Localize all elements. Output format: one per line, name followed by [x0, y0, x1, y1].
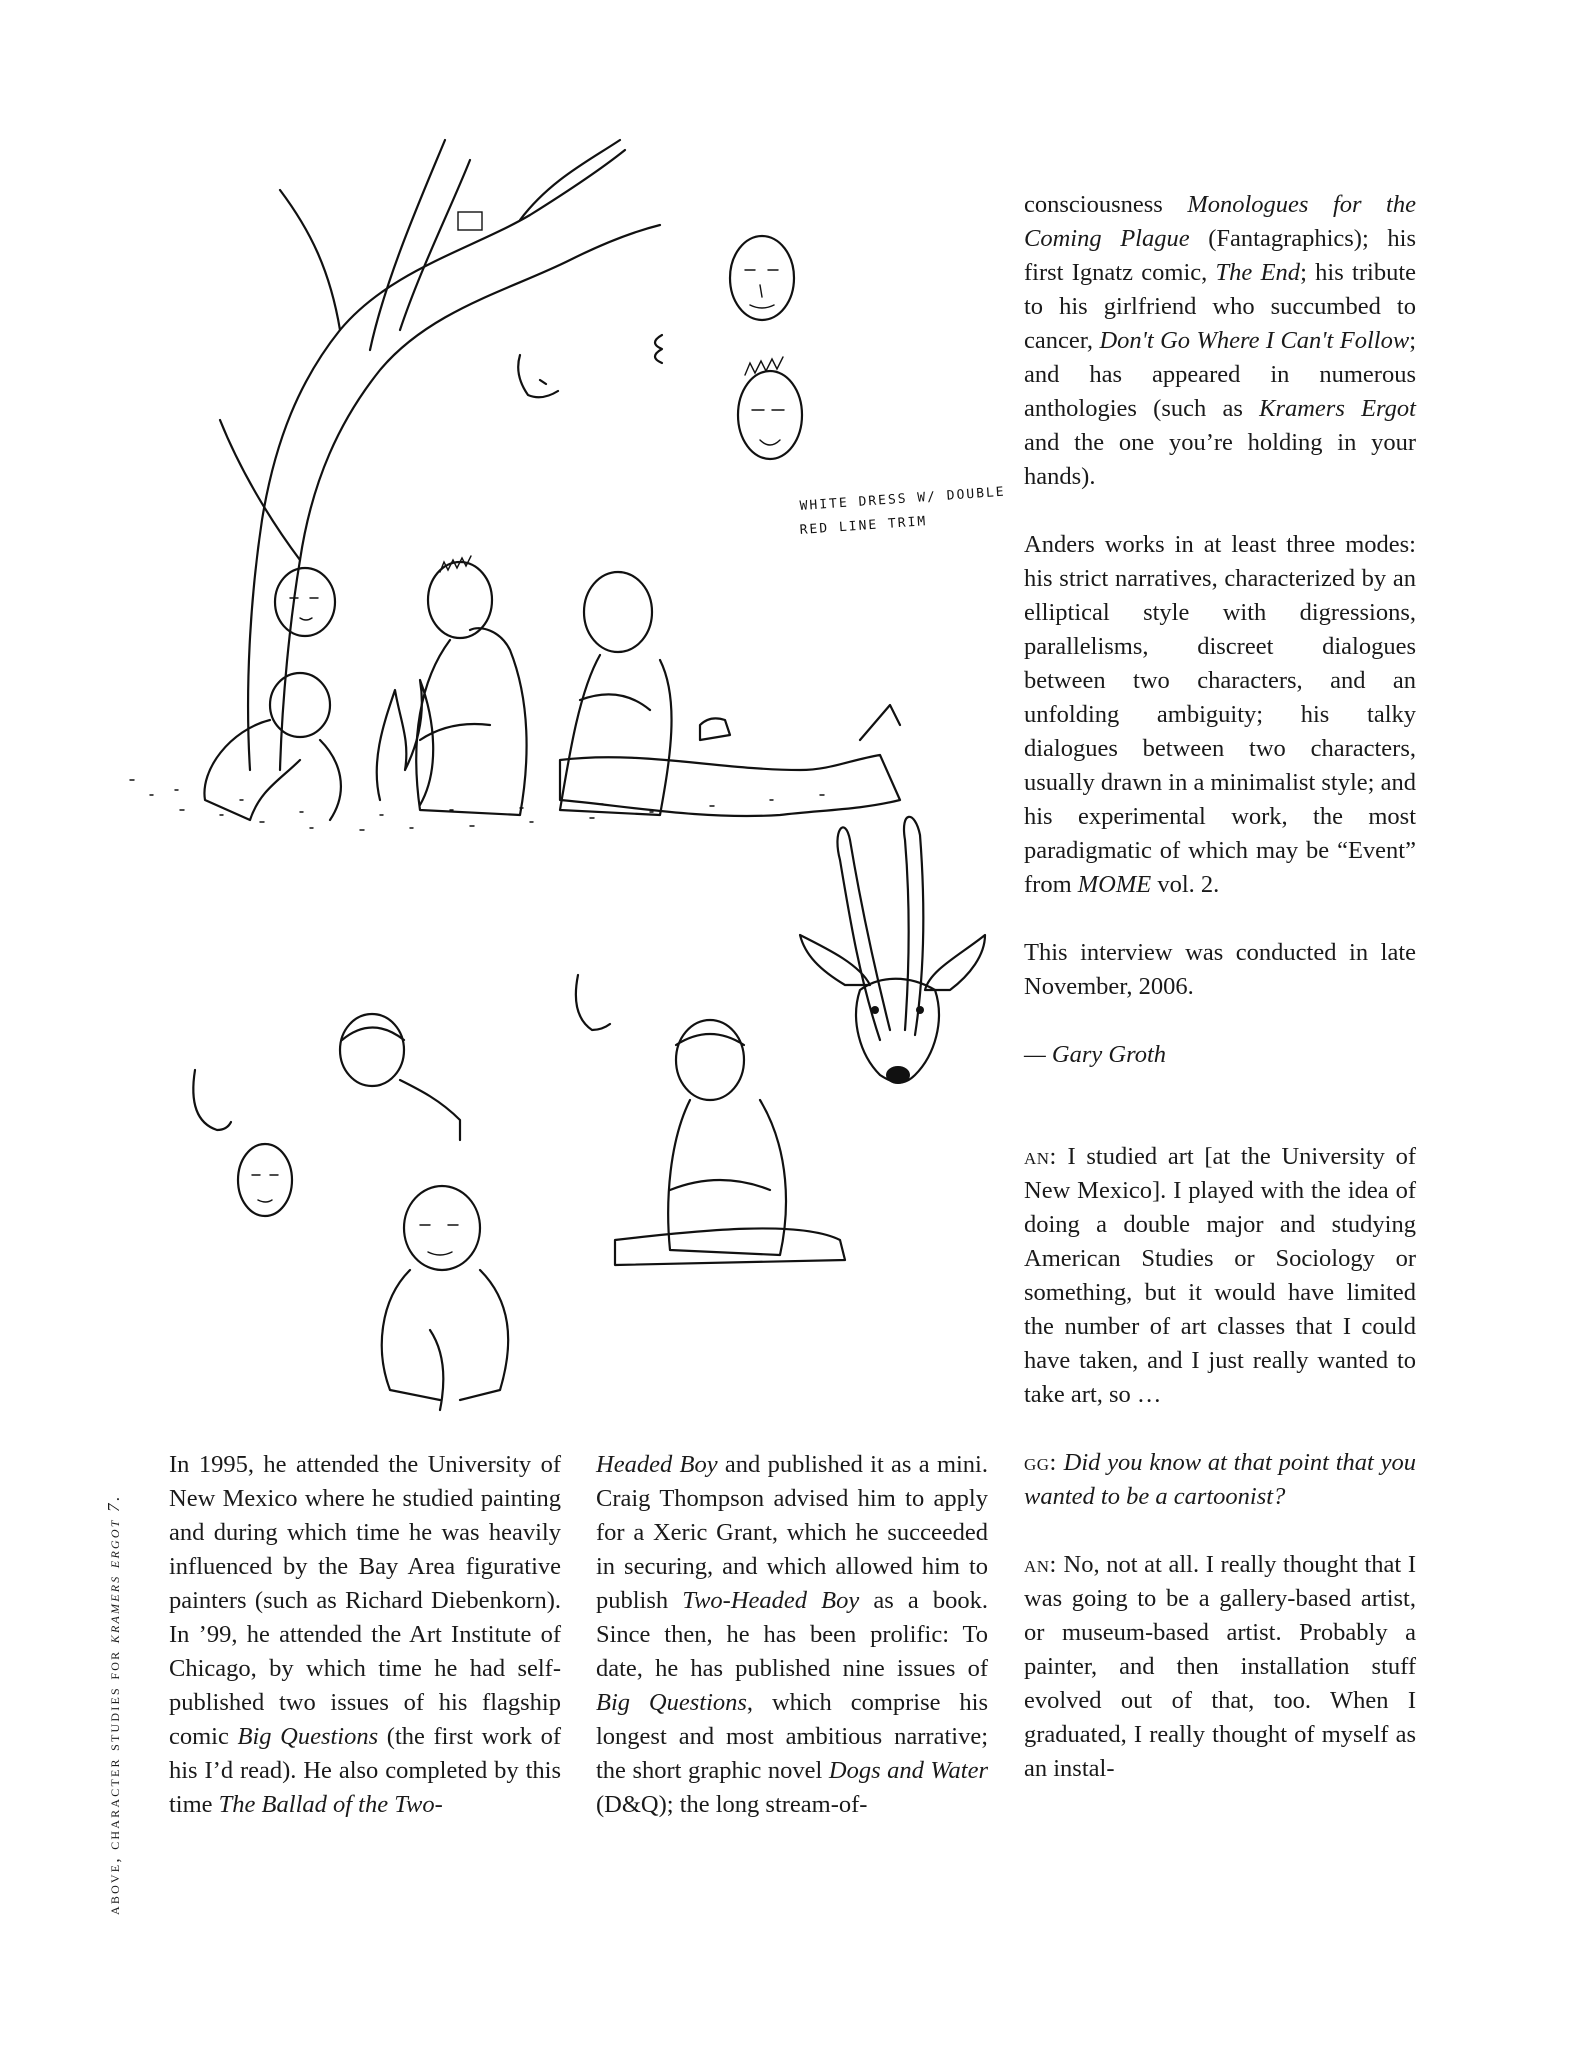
sketch-note-line2: RED LINE TRIM — [799, 514, 928, 538]
body-column-1 — [169, 1448, 561, 1822]
head-sketch-top — [730, 236, 794, 320]
paragraph: In 1995, he attended the University of New Mexico where he studied painting and during which time he was heavily influenced by the Bay Area figurative painters (such as Richard Diebenkorn). In ’99, he attended the Art Institute of Chicago, by which time he had self-published two issues of his flagship comic Big Questions (the first work of his I’d read). He also completed by this time The Ballad of the Two- — [169, 1451, 561, 1818]
speaker-an: an: — [1024, 1551, 1057, 1578]
head-sketch-cap — [340, 1014, 460, 1140]
head-sketch-small — [238, 1144, 292, 1216]
speaker-gg: gg: — [1024, 1449, 1057, 1476]
head-sketch-mohawk — [738, 357, 802, 459]
neck-fragment — [576, 975, 610, 1030]
question-paragraph-1: gg: Did you know at that point that you wanted to be a cartoonist? — [1024, 1449, 1416, 1510]
paragraph: Headed Boy and published it as a mini. Craig Thompson advised him to apply for a Xeric Grant, which he succeeded in securing, and which allowed him to publish Two-Headed Boy as a book. Since then, he has been prolific: To date, he has published nine issues of Big Questions, which comprise his longest and most ambitious narrative; the short graphic novel Dogs and Water (D&Q); the long stream-of- — [596, 1451, 988, 1818]
answer-paragraph-2: an: No, not at all. I really thought that I was going to be a gallery-based artist, or museum-based artist. Probably a painter, and then installation stuff evolved out of that, too. When I graduated, I really thought of myself as an instal- — [1024, 1551, 1416, 1782]
seated-man-sketch — [615, 1020, 845, 1265]
ear-fragment — [655, 335, 662, 363]
body-column-3 — [1024, 188, 1416, 1786]
intro-paragraph-1: consciousness Monologues for the Coming Plague (Fantagraphics); his first Ignatz comic, The End; his tribute to his girlfriend who succumbed to cancer, Don't Go Where I Can't Follow; and has appeared in numerous anthologies (such as Kramers Ergot and the one you’re holding in your hands). — [1024, 191, 1416, 490]
face-fragment — [518, 355, 558, 397]
campfire-scene — [130, 556, 900, 830]
figure-caption: above, character studies for kramers ergot 7. — [104, 1494, 123, 1915]
author-signature: — Gary Groth — [1024, 1041, 1167, 1068]
crouching-man-sketch — [382, 1186, 508, 1410]
chin-fragment — [193, 1070, 231, 1130]
intro-paragraph-2: Anders works in at least three modes: his strict narratives, characterized by an elliptical style with digressions, parallelisms, discreet dialogues between two characters, and an unfolding ambiguity; his talky dialogues between two characters, usually drawn in a minimalist style; and his experimental work, the most paradigmatic of which may be “Event” from MOME vol. 2. — [1024, 531, 1416, 898]
body-column-2 — [596, 1448, 988, 1822]
answer-paragraph-1: an: I studied art [at the University of New Mexico]. I played with the idea of doing a double major and studying American Studies or Sociology or something, but it would have limited the number of art classes that I could have taken, and I just really wanted to take art, so … — [1024, 1143, 1416, 1408]
speaker-an: an: — [1024, 1143, 1057, 1170]
antelope-head-drawing — [800, 817, 985, 1084]
sketch-note-line1: WHITE DRESS W/ DOUBLE — [799, 484, 1007, 514]
interview-date-paragraph: This interview was conducted in late November, 2006. — [1024, 939, 1416, 1000]
